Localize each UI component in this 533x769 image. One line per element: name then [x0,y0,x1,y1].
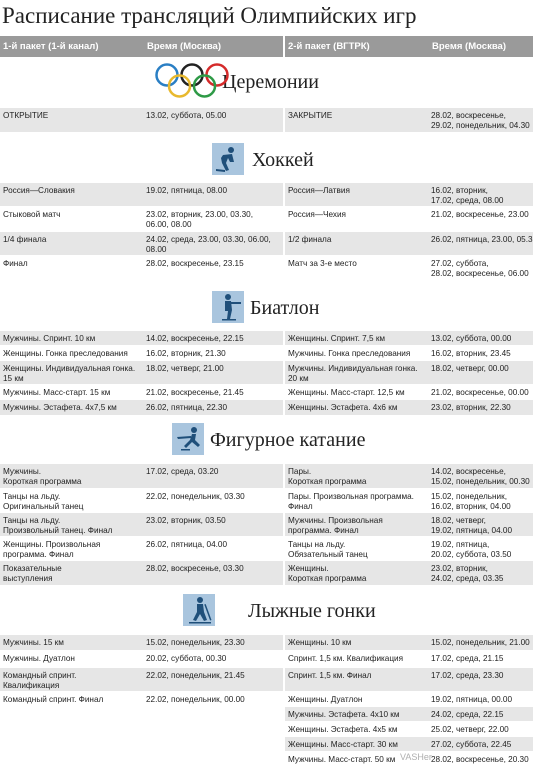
event-name: Показательные выступления [3,564,62,583]
table-row [0,183,283,206]
table-row [0,232,283,255]
table-row [285,385,533,399]
event-time: 28.02, воскресенье, 20.30 [431,755,529,764]
event-time: 17.02, среда, 03.20 [146,467,219,476]
event-time: 28.02, воскресенье, 03.30 [146,564,244,573]
table-row [285,635,533,650]
table-row [285,108,533,132]
table-row [285,537,533,560]
event-name: Мужчины. Спринт. 10 км [3,334,96,343]
event-name: Мужчины. Эстафета. 4х7,5 км [3,403,117,412]
page-title: Расписание трансляций Олимпийских игр [2,3,417,28]
skiing-icon [183,594,215,626]
table-row [285,361,533,384]
event-name: Командный спринт. Квалификация [3,671,77,690]
biathlon-icon [212,291,244,323]
event-time: 22.02, понедельник, 03.30 [146,492,245,501]
event-name: Женщины. Эстафета. 4х6 км [288,403,398,412]
event-name: Россия—Чехия [288,210,346,219]
table-row [285,232,533,255]
table-row [285,331,533,345]
table-header-left [0,36,283,57]
figure-skating-icon [172,423,204,455]
table-row [285,651,533,667]
event-time: 28.02, воскресенье, 29.02, понедельник, 04.30 [431,111,530,130]
event-time: 14.02, воскресенье, 22.15 [146,334,244,343]
event-name: Женщины. Эстафета. 4х5 км [288,725,398,734]
table-row [285,561,533,585]
event-time: 26.02, пятница, 04.00 [146,540,228,549]
event-name: Женщины. 10 км [288,638,352,647]
event-name: Женщины. Спринт. 7,5 км [288,334,386,343]
table-row [285,668,533,691]
event-name: Мужчины. Произвольная программа. Финал [288,516,383,535]
event-time: 22.02, понедельник, 21.45 [146,671,245,680]
table-row [285,722,533,736]
event-name: Спринт. 1,5 км. Финал [288,671,372,680]
section-title: Церемонии [222,71,319,93]
event-name: Мужчины. Масс-старт. 15 км [3,388,111,397]
event-name: Мужчины. Короткая программа [3,467,82,486]
event-name: Танцы на льду. Оригинальный танец [3,492,84,511]
event-time: 23.02, вторник, 22.30 [431,403,511,412]
event-time: 18.02, четверг, 00.00 [431,364,509,373]
event-time: 17.02, среда, 23.30 [431,671,504,680]
table-row [0,561,283,585]
event-name: Женщины. Гонка преследования [3,349,128,358]
event-name: Командный спринт. Финал [3,695,104,704]
section-title: Лыжные гонки [248,600,376,622]
event-time: 13.02, суббота, 00.00 [431,334,512,343]
event-name: 1/4 финала [3,235,47,244]
event-name: Россия—Латвия [288,186,350,195]
event-time: 23.02, вторник, 03.50 [146,516,226,525]
table-row [0,537,283,560]
event-name: Танцы на льду. Произвольный танец. Финал [3,516,113,535]
table-row [285,183,533,206]
table-header-right [285,36,533,57]
hockey-icon [212,143,244,175]
event-time: 15.02, понедельник, 16.02, вторник, 04.00 [431,492,511,511]
table-row [285,489,533,512]
table-row [285,464,533,488]
event-name: Мужчины. Масс-старт. 50 км [288,755,396,764]
table-row [0,651,283,667]
event-time: 21.02, воскресенье, 00.00 [431,388,529,397]
table-row [0,668,283,691]
table-row [285,692,533,706]
table-row [285,513,533,536]
event-time: 23.02, вторник, 23.00, 03.30, 06.00, 08.00 [146,210,254,229]
table-row [0,361,283,384]
section-title: Биатлон [250,297,320,319]
table-row [285,346,533,360]
table-row [0,489,283,512]
event-name: Спринт. 1,5 км. Квалификация [288,654,404,663]
event-name: ЗАКРЫТИЕ [288,111,333,120]
table-row [0,513,283,536]
header-right-package: 2-й пакет (ВГТРК) [288,41,370,52]
table-row [285,400,533,415]
event-name: Женщины. Произвольная программа. Финал [3,540,101,559]
event-time: 21.02, воскресенье, 21.45 [146,388,244,397]
event-time: 17.02, среда, 21.15 [431,654,504,663]
event-name: Мужчины. Гонка преследования [288,349,411,358]
event-name: Женщины. Короткая программа [288,564,367,583]
table-row [0,256,283,281]
header-left-time: Время (Москва) [147,41,221,52]
event-name: Пары. Короткая программа [288,467,367,486]
event-time: 19.02, пятница, 08.00 [146,186,228,195]
event-time: 16.02, вторник, 17.02, среда, 08.00 [431,186,504,205]
table-row [0,331,283,345]
table-row [0,400,283,415]
olympic-rings-icon [154,62,230,100]
event-name: Матч за 3-е место [288,259,357,268]
event-time: 21.02, воскресенье, 23.00 [431,210,529,219]
event-time: 18.02, четверг, 21.00 [146,364,224,373]
table-row [285,737,533,751]
event-name: Мужчины. 15 км [3,638,64,647]
event-time: 25.02, четверг, 22.00 [431,725,509,734]
event-time: 16.02, вторник, 21.30 [146,349,226,358]
event-name: Женщины. Масс-старт. 12,5 км [288,388,405,397]
section-title: Фигурное катание [210,429,366,451]
event-name: Стыковой матч [3,210,61,219]
event-time: 26.02, пятница, 23.00, 05.3 [431,235,533,244]
event-time: 24.02, среда, 23.00, 03.30, 06.00, 08.00 [146,235,271,254]
event-time: 18.02, четверг, 19.02, пятница, 04.00 [431,516,513,535]
event-name: Женщины. Индивидуальная гонка. 15 км [3,364,136,383]
event-name: Финал [3,259,28,268]
event-name: Мужчины. Индивидуальная гонка. 20 км [288,364,418,383]
event-time: 26.02, пятница, 22.30 [146,403,228,412]
event-time: 14.02, воскресенье, 15.02, понедельник, 00.30 [431,467,530,486]
event-time: 19.02, пятница, 00.00 [431,695,513,704]
event-time: 24.02, среда, 22.15 [431,710,504,719]
event-time: 20.02, суббота, 00.30 [146,654,227,663]
table-row [0,635,283,650]
table-row [285,707,533,721]
event-time: 13.02, суббота, 05.00 [146,111,227,120]
event-name: Мужчины. Дуатлон [3,654,75,663]
event-time: 23.02, вторник, 24.02, среда, 03.35 [431,564,504,583]
table-row [285,207,533,231]
event-time: 15.02, понедельник, 23.30 [146,638,245,647]
table-row [0,108,283,132]
table-row [0,207,283,231]
event-time: 19.02, пятница, 20.02, суббота, 03.50 [431,540,512,559]
section-title: Хоккей [252,149,314,171]
event-time: 27.02, суббота, 22.45 [431,740,512,749]
event-name: 1/2 финала [288,235,332,244]
table-row [0,692,283,706]
table-row [0,464,283,488]
event-name: ОТКРЫТИЕ [3,111,49,120]
table-row [0,385,283,399]
event-time: 16.02, вторник, 23.45 [431,349,511,358]
event-time: 22.02, понедельник, 00.00 [146,695,245,704]
header-left-package: 1-й пакет (1-й канал) [3,41,99,52]
header-right-time: Время (Москва) [432,41,506,52]
event-time: 15.02, понедельник, 21.00 [431,638,530,647]
watermark: VASHer [400,752,432,762]
table-row [0,346,283,360]
event-time: 27.02, суббота, 28.02, воскресенье, 06.00 [431,259,529,278]
table-row [285,256,533,281]
event-name: Танцы на льду. Обязательный танец [288,540,368,559]
event-name: Россия—Словакия [3,186,75,195]
event-time: 28.02, воскресенье, 23.15 [146,259,244,268]
event-name: Женщины. Масс-старт. 30 км [288,740,398,749]
event-name: Женщины. Дуатлон [288,695,363,704]
event-name: Мужчины. Эстафета. 4х10 км [288,710,400,719]
event-name: Пары. Произвольная программа. Финал [288,492,414,511]
